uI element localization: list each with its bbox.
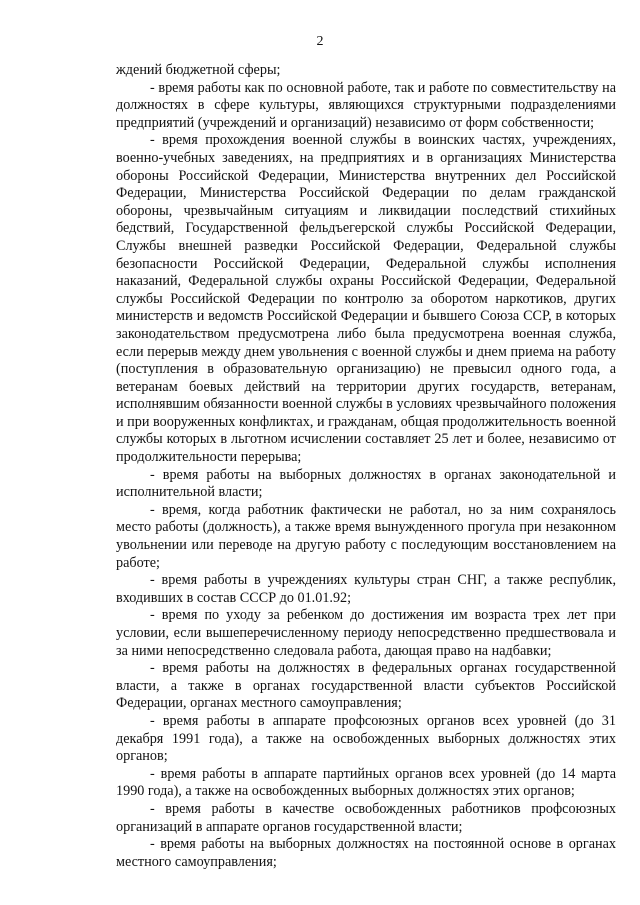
document-body — [116, 62, 616, 871]
paragraph: - время работы на выборных должностях в органах законодательной и исполнительной власти; — [116, 466, 616, 501]
paragraph: - время работы как по основной работе, так и работе по совместительству на должностях в сфере культуры, являющихся структурными подразделениями предприятий (учреждений и организаций) независимо от форм собственности; — [116, 79, 616, 131]
paragraph: - время прохождения военной службы в воинских частях, учреждениях, военно-учебных заведениях, на предприятиях и в организациях Министерства обороны Российской Федерации, Министерства внутренних дел Российской Федерации, Министерства Российской Федерации по делам гражданской обороны, чрезвычайным ситуациям и ликвидации последствий стихийных бедствий, Государственной фельдъегерской службы Российской Федерации, Службы внешней разведки Российской Федерации, Федеральной службы безопасности Российской Федерации, Федеральной службы исполнения наказаний, Федеральной службы охраны Российской Федерации, Федеральной службы Российской Федерации по контролю за оборотом наркотиков, других министерств и ведомств Российской Федерации и бывшего Союза ССР, в которых законодательством предусмотрена либо была предусмотрена военная служба, если перерыв между днем увольнения с военной службы и днем приема на работу (поступления в образовательную организацию) не превысил одного года, а ветеранам боевых действий на территории других государств, ветеранам, исполнявшим обязанности военной службы в условиях чрезвычайного положения и при вооруженных конфликтах, и гражданам, общая продолжительность военной службы которых в льготном исчислении составляет 25 лет и более, независимо от продолжительности перерыва; — [116, 132, 616, 466]
paragraph: - время по уходу за ребенком до достижения им возраста трех лет при условии, если вышеперечисленному периоду непосредственно предшествовала и за ними непосредственно следовала работа, дающая право на надбавки; — [116, 607, 616, 659]
page-number: 2 — [316, 34, 324, 49]
paragraph: ждений бюджетной сферы; — [116, 62, 281, 78]
paragraph: - время работы на выборных должностях на постоянной основе в органах местного самоуправления; — [116, 836, 616, 870]
paragraph: - время работы на должностях в федеральных органах государственной власти, а также в органах государственной власти субъектов Российской Федерации, органах местного самоуправления; — [116, 660, 616, 712]
paragraph: - время, когда работник фактически не работал, но за ним сохранялось место работы (должность), а также время вынужденного прогула при незаконном увольнении или переводе на другую работу с последующим восстановлением на работе; — [116, 501, 616, 571]
paragraph: - время работы в аппарате профсоюзных органов всех уровней (до 31 декабря 1991 года), а также на освобожденных выборных должностях этих органов; — [116, 712, 616, 765]
paragraph: - время работы в аппарате партийных органов всех уровней (до 14 марта 1990 года), а также на освобожденных выборных должностях этих органов; — [116, 765, 616, 800]
paragraph: - время работы в качестве освобожденных работников профсоюзных организаций в аппарате органов государственной власти; — [116, 800, 616, 835]
paragraph: - время работы в учреждениях культуры стран СНГ, а также республик, входивших в состав СССР до 01.01.92; — [116, 572, 616, 606]
